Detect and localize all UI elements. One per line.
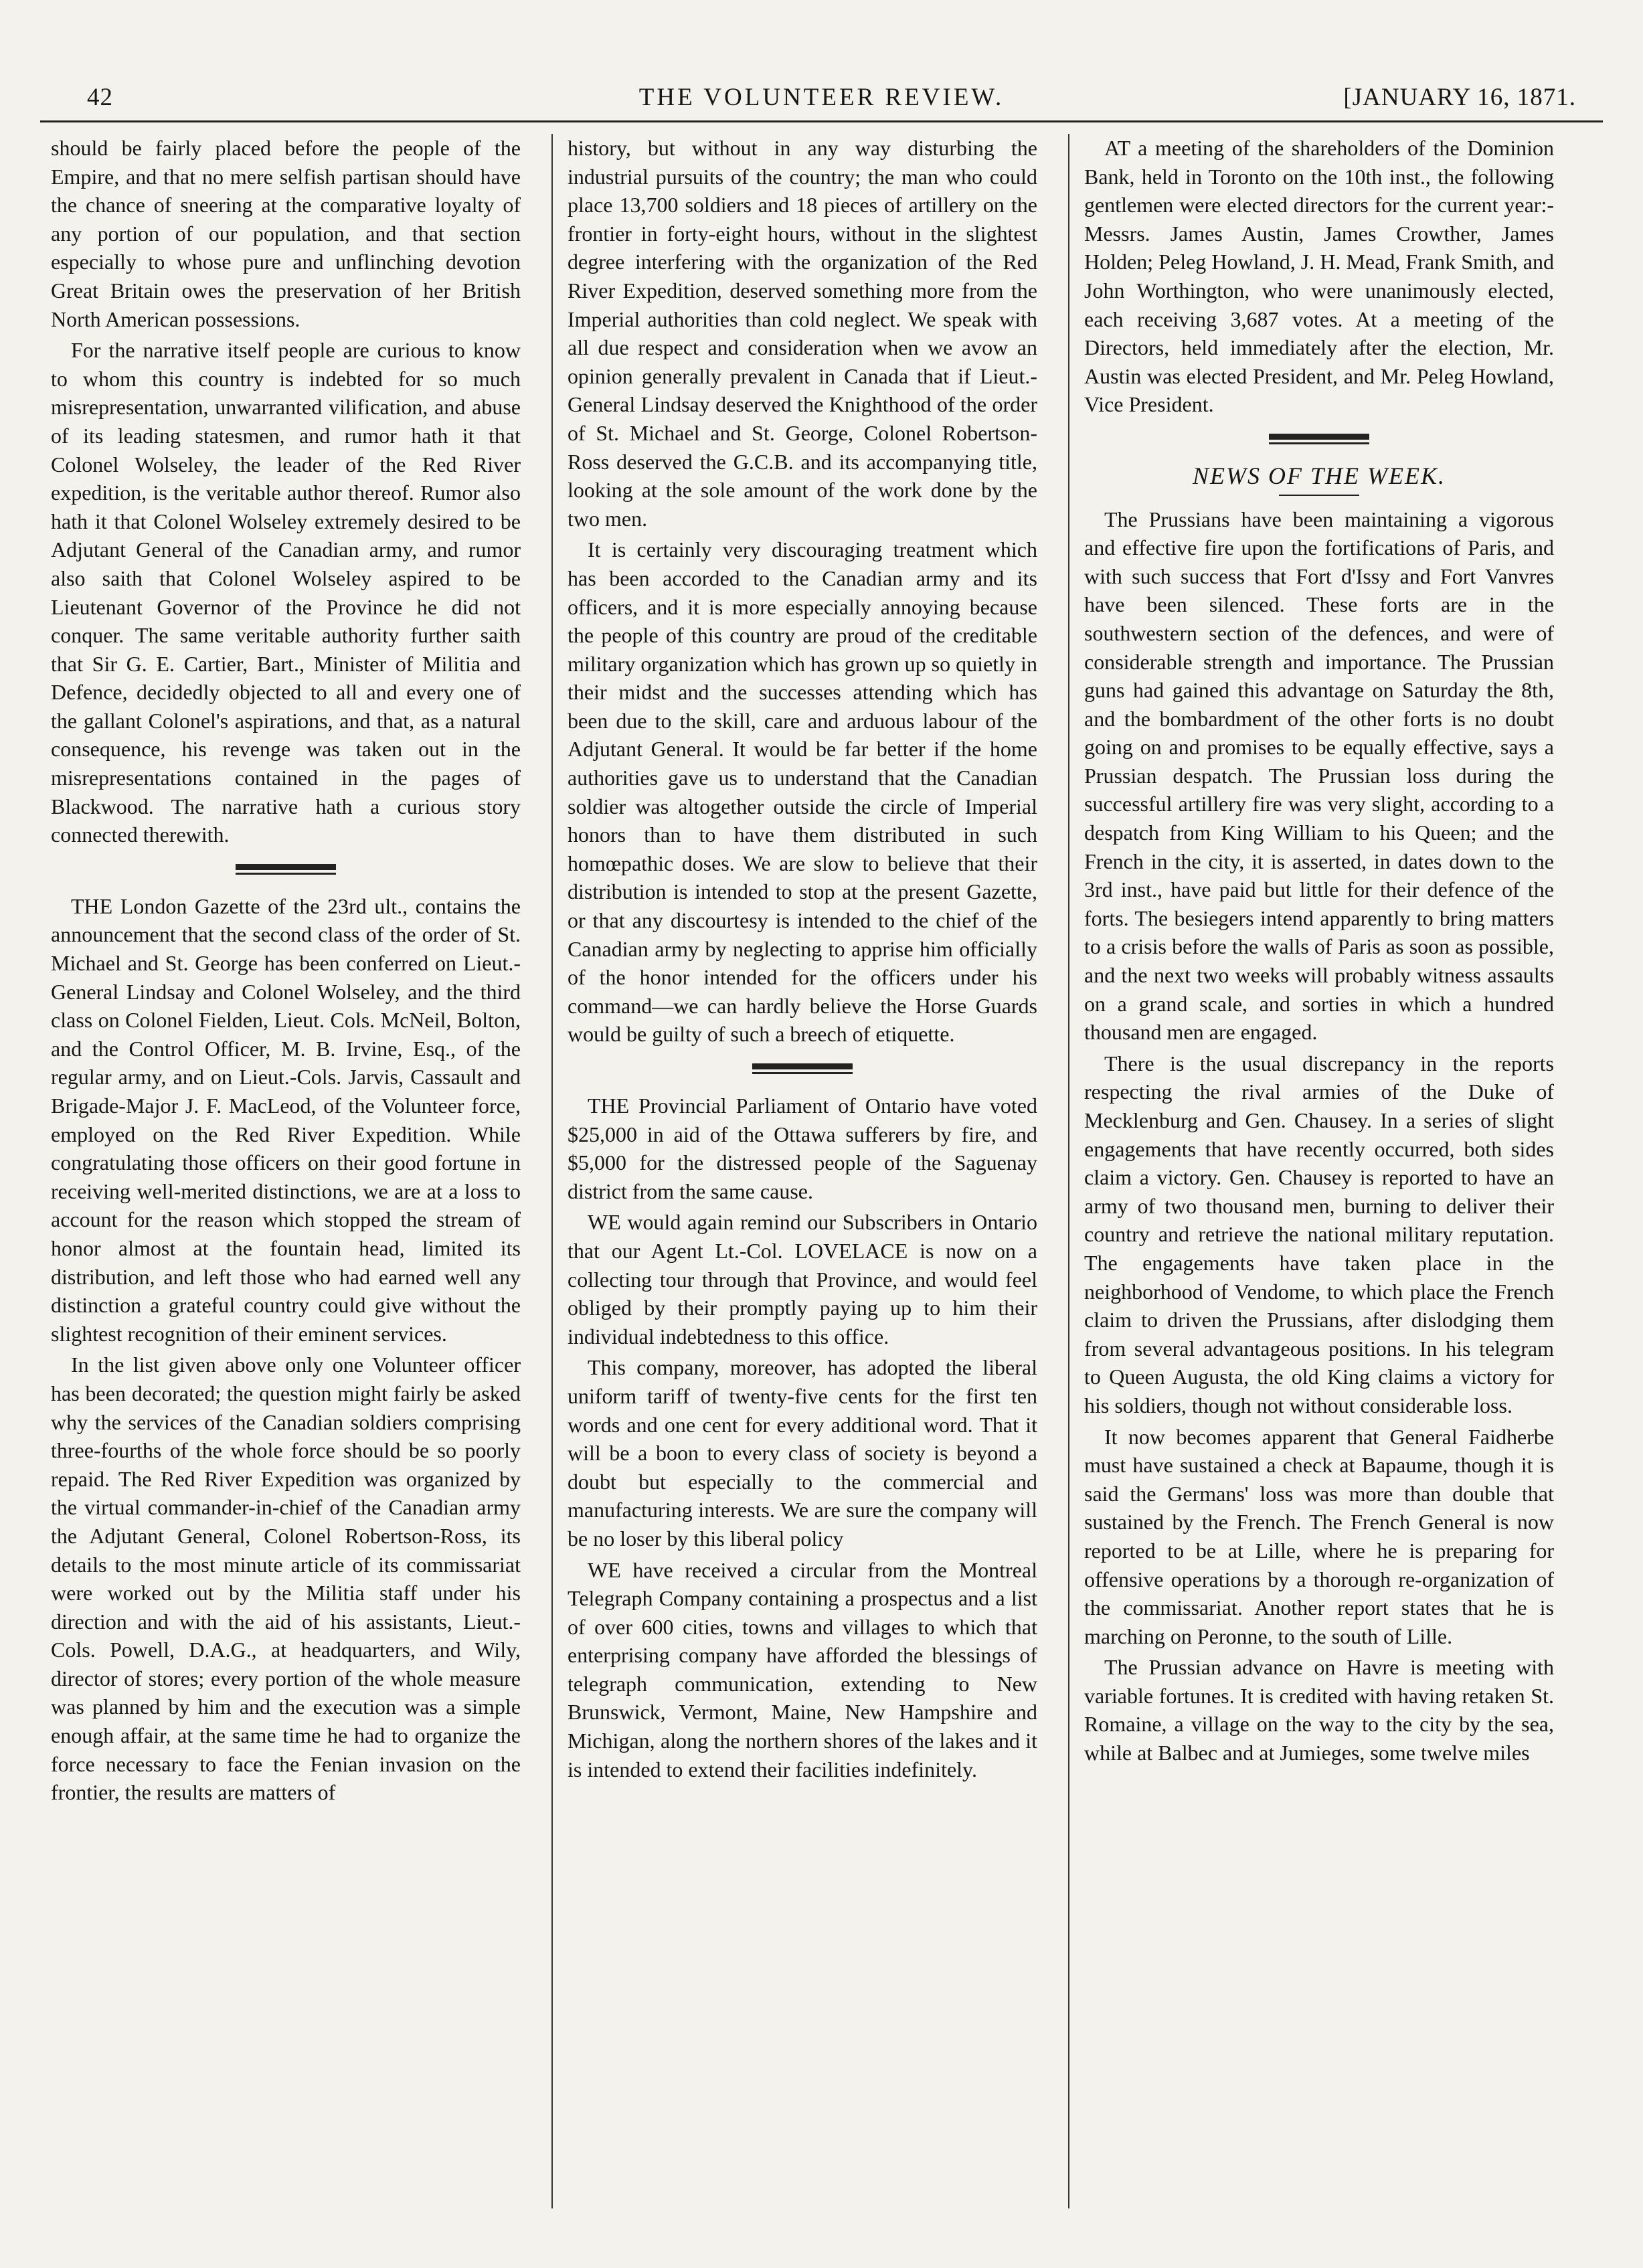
- paragraph: This company, moreover, has adopted the liberal uniform tariff of twenty-five cents for the first ten words and one cent for every additional word. That it will be a boon to every class of society is beyond a doubt but especially to the commercial and manufacturing interests. We are sure the company will be no loser by this liberal policy: [568, 1355, 1037, 1551]
- paragraph: The Prussian advance on Havre is meeting with variable fortunes. It is credited with having retaken St. Romaine, a village on the way to the city by the sea, while at Balbec and at Jumieges, some twelve miles: [1084, 1655, 1554, 1765]
- paragraph: WE would again remind our Subscribers in Ontario that our Agent Lt.-Col. LOVELACE is now on a collecting tour through that Province, and would feel obliged by their promptly paying up to him their individual indebtedness to this office.: [568, 1210, 1037, 1348]
- section-heading: NEWS OF THE WEEK.: [1193, 462, 1446, 489]
- column-rule: [551, 134, 553, 2208]
- paragraph: The Prussians have been maintaining a vigorous and effective fire upon the fortifications of Paris, and with such success that Fort d'Issy and Fort Vanvres have been silenced. These forts are in the southwestern section of the defences, and were of considerable strength and importance. The Prussian guns had gained this advantage on Saturday the 8th, and the bombardment of the other forts is no doubt going on and promises to be equally effective, says a Prussian despatch. The Prussian loss during the successful artillery fire was very slight, according to a despatch from King William to his Queen; and the French in the city, it is asserted, in dates down to the 3rd inst., have paid but little for their defence of the forts. The besiegers intend apparently to bring matters to a crisis before the walls of Paris as soon as possible, and the next two weeks will probably witness assaults on a grand scale, and sorties in which a hundred thousand men are engaged.: [1084, 507, 1554, 1045]
- heading-underline: [1279, 495, 1359, 496]
- column-rule: [1068, 134, 1069, 2208]
- paragraph: should be fairly placed before the people of the Empire, and that no mere selfish partisan should have the chance of sneering at the comparative loyalty of any portion of our population, and that section especially to whose pure and unflinching devotion Great Britain owes the preservation of her British North American possessions.: [51, 136, 521, 331]
- paragraph: THE Provincial Parliament of Ontario have voted $25,000 in aid of the Ottawa sufferers by fire, and $5,000 for the distressed people of the Saguenay district from the same cause.: [568, 1094, 1037, 1203]
- paragraph: THE London Gazette of the 23rd ult., contains the announcement that the second class of the order of St. Michael and St. George has been conferred on Lieut.-General Lindsay and Colonel Wolseley, and the third class on Colonel Fielden, Lieut. Cols. McNeil, Bolton, and the Control Officer, M. B. Irvine, Esq., of the regular army, and on Lieut.-Cols. Jarvis, Cassault and Brigade-Major J. F. MacLeod, of the Volunteer force, employed on the Red River Expedition. While congratulating those officers on their good fortune in receiving well-merited distinctions, we are at a loss to account for the reason which stopped the stream of honor almost at the fountain head, limited its distribution, and left those who had earned well any distinction a grateful country could give without the slightest recognition of their eminent services.: [51, 893, 521, 1346]
- page-header: [40, 74, 1603, 122]
- paragraph: history, but without in any way disturbing the industrial pursuits of the country; the man who could place 13,700 soldiers and 18 pieces of artillery on the frontier in forty-eight hours, without in the slightest degree interfering with the organization of the Red River Expedition, deserved something more from the Imperial authorities than cold neglect. We speak with all due respect and consideration when we avow an opinion generally prevalent in Canada that if Lieut.-General Lindsay deserved the Knighthood of the order of St. Michael and St. George, Colonel Robertson-Ross deserved the G.C.B. and its accompanying title, looking at the sole amount of the work done by the two men.: [568, 136, 1037, 531]
- paragraph: WE have received a circular from the Montreal Telegraph Company containing a prospectus and a list of over 600 cities, towns and villages to which that enterprising company have afforded the blessings of telegraph communication, extending to New Brunswick, Vermont, Maine, New Hampshire and Michigan, along the northern shores of the lakes and it is intended to extend their facilities indefinitely.: [568, 1557, 1037, 1781]
- section-divider: [236, 864, 336, 875]
- paragraph: It is certainly very discouraging treatment which has been accorded to the Canadian army and its officers, and it is more especially annoying because the people of this country are proud of the creditable military organization which has grown up so quietly in their midst and the successes attending which has been due to the skill, care and arduous labour of the Adjutant General. It would be far better if the home authorities gave us to understand that the Canadian soldier was altogether outside the circle of Imperial honors than to have them distributed in such homœpathic doses. We are slow to believe that their distribution is intended to stop at the present Gazette, or that any discourtesy is intended to the chief of the Canadian army by neglecting to apprise him officially of the honor intended for the officers under his command—we can hardly believe the Horse Guards would be guilty of such a breech of etiquette.: [568, 537, 1037, 1047]
- section-divider: [752, 1063, 853, 1074]
- column-right: [1084, 134, 1554, 2222]
- column-left: [51, 134, 521, 2222]
- section-divider: [1269, 434, 1369, 444]
- column-middle: [568, 134, 1037, 2222]
- paragraph: There is the usual discrepancy in the reports respecting the rival armies of the Duke of Mecklenburg and Gen. Chausey. In a series of slight engagements that have recently occurred, both sides claim a victory. Gen. Chausey is reported to have an army of two thousand men, burning to deliver their country and retrieve the national military reputation. The engagements have taken place in the neighborhood of Vendome, to which place the French claim to driven the Prussians, after dislodging them from several advantageous positions. In his telegram to Queen Augusta, the old King claims a victory for his soldiers, though not without considerable loss.: [1084, 1051, 1554, 1417]
- issue-date: [JANUARY 16, 1871.: [1343, 84, 1576, 111]
- page-number: 42: [87, 84, 113, 111]
- publication-title: THE VOLUNTEER REVIEW.: [638, 84, 1005, 111]
- paragraph: It now becomes apparent that General Faidherbe must have sustained a check at Bapaume, though it is said the Germans' loss was more than double that sustained by the French. The French General is now reported to be at Lille, where he is preparing for offensive operations by a thorough re-organization of the commissariat. Another report states that he is marching on Peronne, to the south of Lille.: [1084, 1424, 1554, 1648]
- paragraph: For the narrative itself people are curious to know to whom this country is indebted for so much misrepresentation, unwarranted vilification, and abuse of its leading statesmen, and rumor hath it that Colonel Wolseley, the leader of the Red River expedition, is the veritable author thereof. Rumor also hath it that Colonel Wolseley extremely desired to be Adjutant General of the Canadian army, and rumor also saith that Colonel Wolseley aspired to be Lieutenant Governor of the Province he did not conquer. The same veritable authority further saith that Sir G. E. Cartier, Bart., Minister of Militia and Defence, decidedly objected to all and every one of the gallant Colonel's aspirations, and that, as a natural consequence, his revenge was taken out in the misrepresentations contained in the pages of Blackwood. The narrative hath a curious story connected therewith.: [51, 338, 521, 847]
- paragraph: In the list given above only one Volunteer officer has been decorated; the question might fairly be asked why the services of the Canadian soldiers comprising three-fourths of the whole force should be so poorly repaid. The Red River Expedition was organized by the virtual commander-in-chief of the Canadian army the Adjutant General, Colonel Robertson-Ross, its details to the most minute article of its commissariat were worked out by the Militia staff under his direction and with the aid of his assistants, Lieut.-Cols. Powell, D.A.G., at headquarters, and Wily, director of stores; every portion of the whole measure was planned by him and the execution was a simple enough affair, at the same time he had to organize the force necessary to face the Fenian invasion on the frontier, the results are matters of: [51, 1353, 521, 1805]
- paragraph: AT a meeting of the shareholders of the Dominion Bank, held in Toronto on the 10th inst., the following gentlemen were elected directors for the current year:- Messrs. James Austin, James Crowther, James Holden; Peleg Howland, J. H. Mead, Frank Smith, and John Worthington, who were unanimously elected, each receiving 3,687 votes. At a meeting of the Directors, held immediately after the election, Mr. Austin was elected President, and Mr. Peleg Howland, Vice President.: [1084, 136, 1554, 417]
